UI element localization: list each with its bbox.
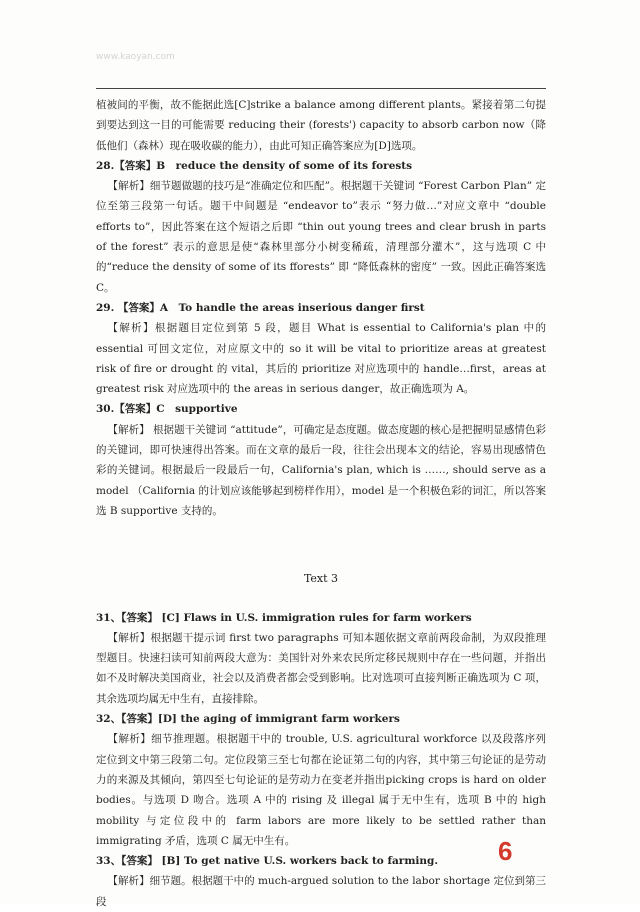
analysis-paragraph-30: 【解析】 根据题干关键词 “attitude”，可确定是态度题。做态度题的核心是把握明显感情色彩的关键词，即可快速得出答案。而在文章的最后一段，往往会出现本文的结论，容易出现感情色彩的关键词。根据最后一段最后一句，California's plan, which is ……, should serve as a model （California 的计划应该能够起到榜样作用），model 是一个积极色彩的词汇，所以答案选 B supportive 支持的。 bbox=[96, 423, 546, 517]
continued-paragraph: 植被间的平衡，故不能据此选[C]strike a balance among different plants。紧接着第二句提到要达到这一目的可能需要 reducing their (forests') capacity to absorb carbon now（降低他们（森林）现在吸收碳的能力），由此可知正确答案应为[D]选项。 bbox=[96, 99, 546, 152]
page-number: 6 bbox=[498, 836, 513, 866]
answer-line-33: 33、【答案】 [B] To get native U.S. workers back to farming. bbox=[96, 855, 439, 868]
section-heading: Text 3 bbox=[303, 572, 339, 586]
analysis-paragraph-28: 【解析】细节题做题的技巧是“准确定位和匹配”。根据题干关键词 “Forest Carbon Plan” 定位至第三段第一句话。题干中间题是 “endeavor to”表示 “努力做…”对应文章中 “double efforts to”，因此答案在这个短语之后即 “thin out young trees and clear brush in parts of the forest” 表示的意思是使“森林里部分小树变稀疏，清理部分灌木”，这与选项 C 中的“reduce the density of some of its fforests” 即 “降低森林的密度” 一致。因此正确答案选 C。 bbox=[96, 180, 546, 294]
answer-line-29: 29. 【答案】A To handle the areas inserious danger first bbox=[96, 301, 425, 314]
answer-line-32: 32、【答案】[D] the aging of immigrant farm workers bbox=[96, 713, 400, 726]
watermark-header: www.kaoyan.com bbox=[96, 52, 175, 62]
analysis-paragraph-31: 【解析】根据题干提示词 first two paragraphs 可知本题依据文章前两段命制，为双段推理型题目。快速扫读可知前两段大意为：美国针对外来农民所定移民规则中存在一些问题，并指出如不及时解决美国商业，社会以及消费者都会受到影响。比对选项可直接判断正确选项为 C 项，其余选项均属无中生有，直接排除。 bbox=[96, 631, 546, 705]
answer-line-30: 30.【答案】C supportive bbox=[96, 403, 238, 416]
analysis-paragraph-33: 【解析】细节题。根据题干中的 much-argued solution to the labor shortage 定位到第三段 bbox=[96, 875, 546, 908]
analysis-paragraph-29: 【解析】根据题目定位到第 5 段，题目 What is essential to California's plan 中的 essential 可回文定位，对应原文中的 so it will be vital to prioritize areas at greatest risk of fire or drought 的 vital，其后的 prioritize 对应选项中的 handle…first，areas at greatest risk 对应选项中的 the areas in serious danger，故正确选项为 A。 bbox=[96, 322, 546, 396]
answer-line-28: 28.【答案】B reduce the density of some of its forests bbox=[96, 159, 413, 172]
analysis-paragraph-32: 【解析】细节推理题。根据题干中的 trouble, U.S. agricultural workforce 以及段落序列定位到文中第三段第二句。定位段第三至七句都在论证第二句的内容，其中第三句论证的是劳动力的来源及其倾向，第四至七句论证的是劳动力在变老并指出picking crops is hard on older bodies。与选项 D 吻合。选项 A 中的 rising 及 illegal 属于无中生有，选项 B 中的 high mobility 与定位段中的 farm labors are more likely to be settled rather than immigrating 矛盾，选项 C 属无中生有。 bbox=[96, 733, 546, 847]
document-content bbox=[96, 95, 546, 912]
header-rule bbox=[96, 88, 546, 89]
answer-line-31: 31、【答案】 [C] Flaws in U.S. immigration rules for farm workers bbox=[96, 611, 472, 624]
